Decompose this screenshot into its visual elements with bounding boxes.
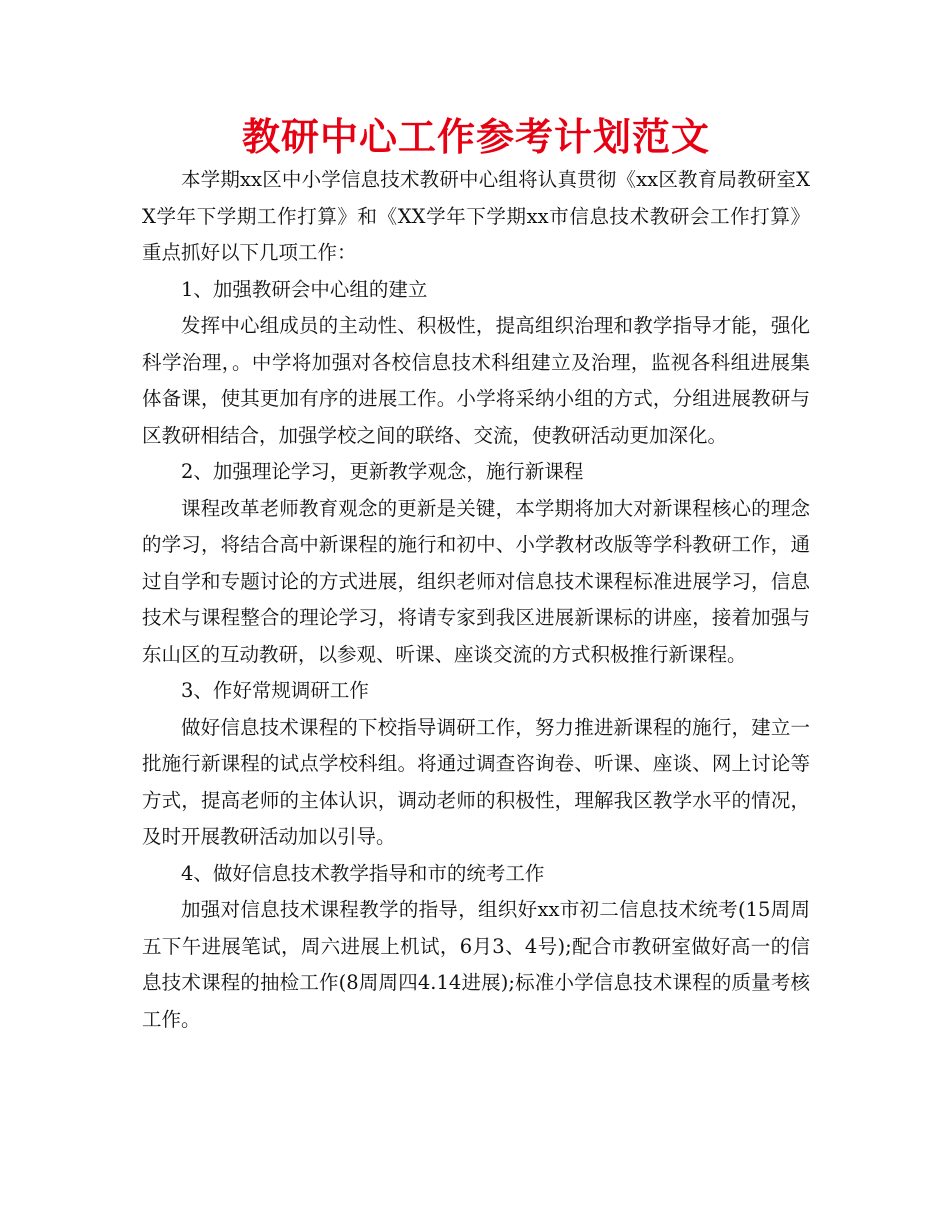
document-title: 教研中心工作参考计划范文 [241, 115, 710, 159]
section-heading-4: 4、做好信息技术教学指导和市的统考工作 [181, 861, 545, 885]
paragraph-intro: 本学期xx区中小学信息技术教研中心组将认真贯彻《xx区教育局教研室XX学年下学期工作打算》和《XX学年下学期xx市信息技术教研会工作打算》重点抓好以下几项工作： [142, 168, 810, 264]
paragraph-section-3: 做好信息技术课程的下校指导调研工作，努力推进新课程的施行，建立一批施行新课程的试点学校科组。将通过调查咨询卷、听课、座谈、网上讨论等方式，提高老师的主体认识，调动老师的积极性，理解我区教学水平的情况，及时开展教研活动加以引导。 [142, 715, 810, 848]
paragraph-section-2: 课程改革老师教育观念的更新是关键，本学期将加大对新课程核心的理念的学习，将结合高中新课程的施行和初中、小学教材改版等学科教研工作，通过自学和专题讨论的方式进展，组织老师对信息技术课程标准进展学习，信息技术与课程整合的理论学习，将请专家到我区进展新课标的讲座，接着加强与东山区的互动教研，以参观、听课、座谈交流的方式积极推行新课程。 [142, 496, 810, 666]
section-heading-1: 1、加强教研会中心组的建立 [181, 277, 428, 301]
paragraph-section-4: 加强对信息技术课程教学的指导，组织好xx市初二信息技术统考(15周周五下午进展笔试，周六进展上机试，6月3、4号);配合市教研室做好高一的信息技术课程的抽检工作(8周周四4.14进展);标准小学信息技术课程的质量考核工作。 [142, 898, 810, 1031]
section-heading-3: 3、作好常规调研工作 [181, 679, 369, 702]
document-body [142, 162, 810, 1038]
section-heading-2: 2、加强理论学习，更新教学观念，施行新课程 [181, 460, 584, 483]
document-page [142, 112, 810, 1192]
paragraph-section-1: 发挥中心组成员的主动性、积极性，提高组织治理和教学指导才能，强化科学治理，。中学将加强对各校信息技术科组建立及治理，监视各科组进展集体备课，使其更加有序的进展工作。小学将采纳小组的方式，分组进展教研与区教研相结合，加强学校之间的联络、交流，使教研活动更加深化。 [142, 314, 810, 447]
